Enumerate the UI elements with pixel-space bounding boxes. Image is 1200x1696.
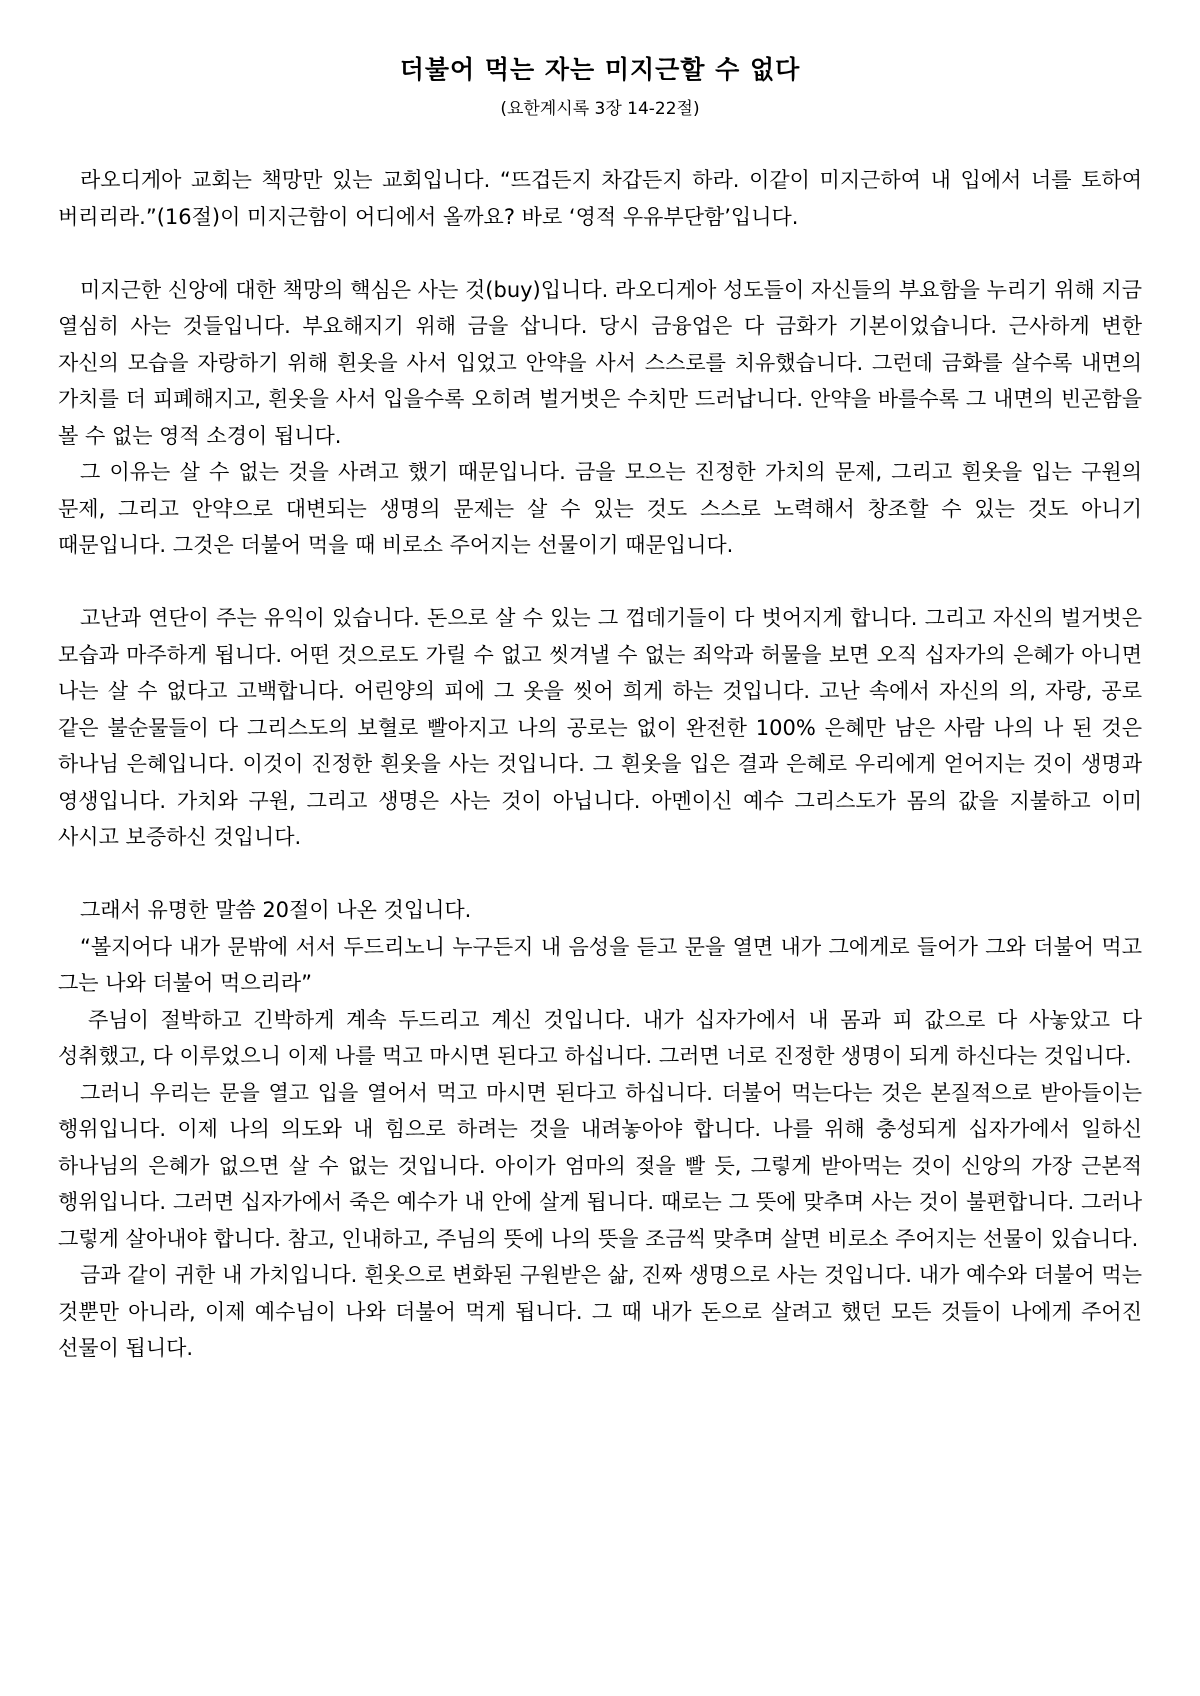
paragraph-gap xyxy=(58,235,1142,272)
paragraph-buying: 미지근한 신앙에 대한 책망의 핵심은 사는 것(buy)입니다. 라오디게아 성도들이 자신들의 부요함을 누리기 위해 지금 열심히 사는 것들입니다. 부요해지기 위해 금을 삽니다. 당시 금융업은 다 금화가 기본이었습니다. 근사하게 변한 자신의 모습을 자랑하기 위해 흰옷을 사서 입었고 안약을 사서 스스로를 치유했습니다. 그런데 금화를 살수록 내면의 가치를 더 피폐해지고, 흰옷을 사서 입을수록 오히려 벌거벗은 수치만 드러납니다. 안약을 바를수록 그 내면의 빈곤함을 볼 수 없는 영적 소경이 됩니다. xyxy=(58,277,1142,448)
paragraph-verse-intro: 그래서 유명한 말씀 20절이 나온 것입니다. xyxy=(80,898,472,922)
scripture-reference: (요한계시록 3장 14-22절) xyxy=(500,99,700,119)
paragraph-intro: 라오디게아 교회는 책망만 있는 교회입니다. “뜨겁든지 차갑든지 하라. 이같이 미지근하여 내 입에서 너를 토하여 버리리라.”(16절)이 미지근함이 어디에서 올까요? 바로 ‘영적 우유부단함’입니다. xyxy=(58,168,1142,229)
document-body xyxy=(58,162,1142,1367)
paragraph-suffering: 고난과 연단이 주는 유익이 있습니다. 돈으로 살 수 있는 그 껍데기들이 다 벗어지게 합니다. 그리고 자신의 벌거벗은 모습과 마주하게 됩니다. 어떤 것으로도 가릴 수 없고 씻겨낼 수 없는 죄악과 허물을 보면 오직 십자가의 은혜가 아니면 나는 살 수 없다고 고백합니다. 어린양의 피에 그 옷을 씻어 희게 하는 것입니다. 고난 속에서 자신의 의, 자랑, 공로 같은 불순물들이 다 그리스도의 보혈로 빨아지고 나의 공로는 없이 완전한 100% 은혜만 남은 사람 나의 나 된 것은 하나님 은혜입니다. 이것이 진정한 흰옷을 사는 것입니다. 그 흰옷을 입은 결과 은혜로 우리에게 얻어지는 것이 생명과 영생입니다. 가치와 구원, 그리고 생명은 사는 것이 아닙니다. 아멘이신 예수 그리스도가 몸의 값을 지불하고 이미 사시고 보증하신 것입니다. xyxy=(58,606,1142,849)
paragraph-verse-quote: “볼지어다 내가 문밖에 서서 두드리노니 누구든지 내 음성을 듣고 문을 열면 내가 그에게로 들어가 그와 더불어 먹고 그는 나와 더불어 먹으리라” xyxy=(58,934,1142,995)
paragraph-gap xyxy=(58,564,1142,601)
paragraph-reason: 그 이유는 살 수 없는 것을 사려고 했기 때문입니다. 금을 모으는 진정한 가치의 문제, 그리고 흰옷을 입는 구원의 문제, 그리고 안약으로 대변되는 생명의 문제는 살 수 있는 것도 스스로 노력해서 창조할 수 있는 것도 아니기 때문입니다. 그것은 더불어 먹을 때 비로소 주어지는 선물이기 때문입니다. xyxy=(58,460,1142,557)
paragraph-conclusion: 금과 같이 귀한 내 가치입니다. 흰옷으로 변화된 구원받은 삶, 진짜 생명으로 사는 것입니다. 내가 예수와 더불어 먹는 것뿐만 아니라, 이제 예수님이 나와 더불어 먹게 됩니다. 그 때 내가 돈으로 살려고 했던 모든 것들이 나에게 주어진 선물이 됩니다. xyxy=(58,1263,1142,1360)
paragraph-eating: 그러니 우리는 문을 열고 입을 열어서 먹고 마시면 된다고 하십니다. 더불어 먹는다는 것은 본질적으로 받아들이는 행위입니다. 이제 나의 의도와 내 힘으로 하려는 것을 내려놓아야 합니다. 나를 위해 충성되게 십자가에서 일하신 하나님의 은혜가 없으면 살 수 없는 것입니다. 아이가 엄마의 젖을 빨 듯, 그렇게 받아먹는 것이 신앙의 가장 근본적 행위입니다. 그러면 십자가에서 죽은 예수가 내 안에 살게 됩니다. 때로는 그 뜻에 맞추며 사는 것이 불편합니다. 그러나 그렇게 살아내야 합니다. 참고, 인내하고, 주님의 뜻에 나의 뜻을 조금씩 맞추며 살면 비로소 주어지는 선물이 있습니다. xyxy=(58,1080,1142,1251)
paragraph-gap xyxy=(58,856,1142,893)
document-title: 더불어 먹는 자는 미지근할 수 없다 xyxy=(399,55,801,84)
paragraph-knocking: 주님이 절박하고 긴박하게 계속 두드리고 계신 것입니다. 내가 십자가에서 내 몸과 피 값으로 다 사놓았고 다 성취했고, 다 이루었으니 이제 나를 먹고 마시면 된다고 하십니다. 그러면 너로 진정한 생명이 되게 하신다는 것입니다. xyxy=(58,1007,1142,1068)
